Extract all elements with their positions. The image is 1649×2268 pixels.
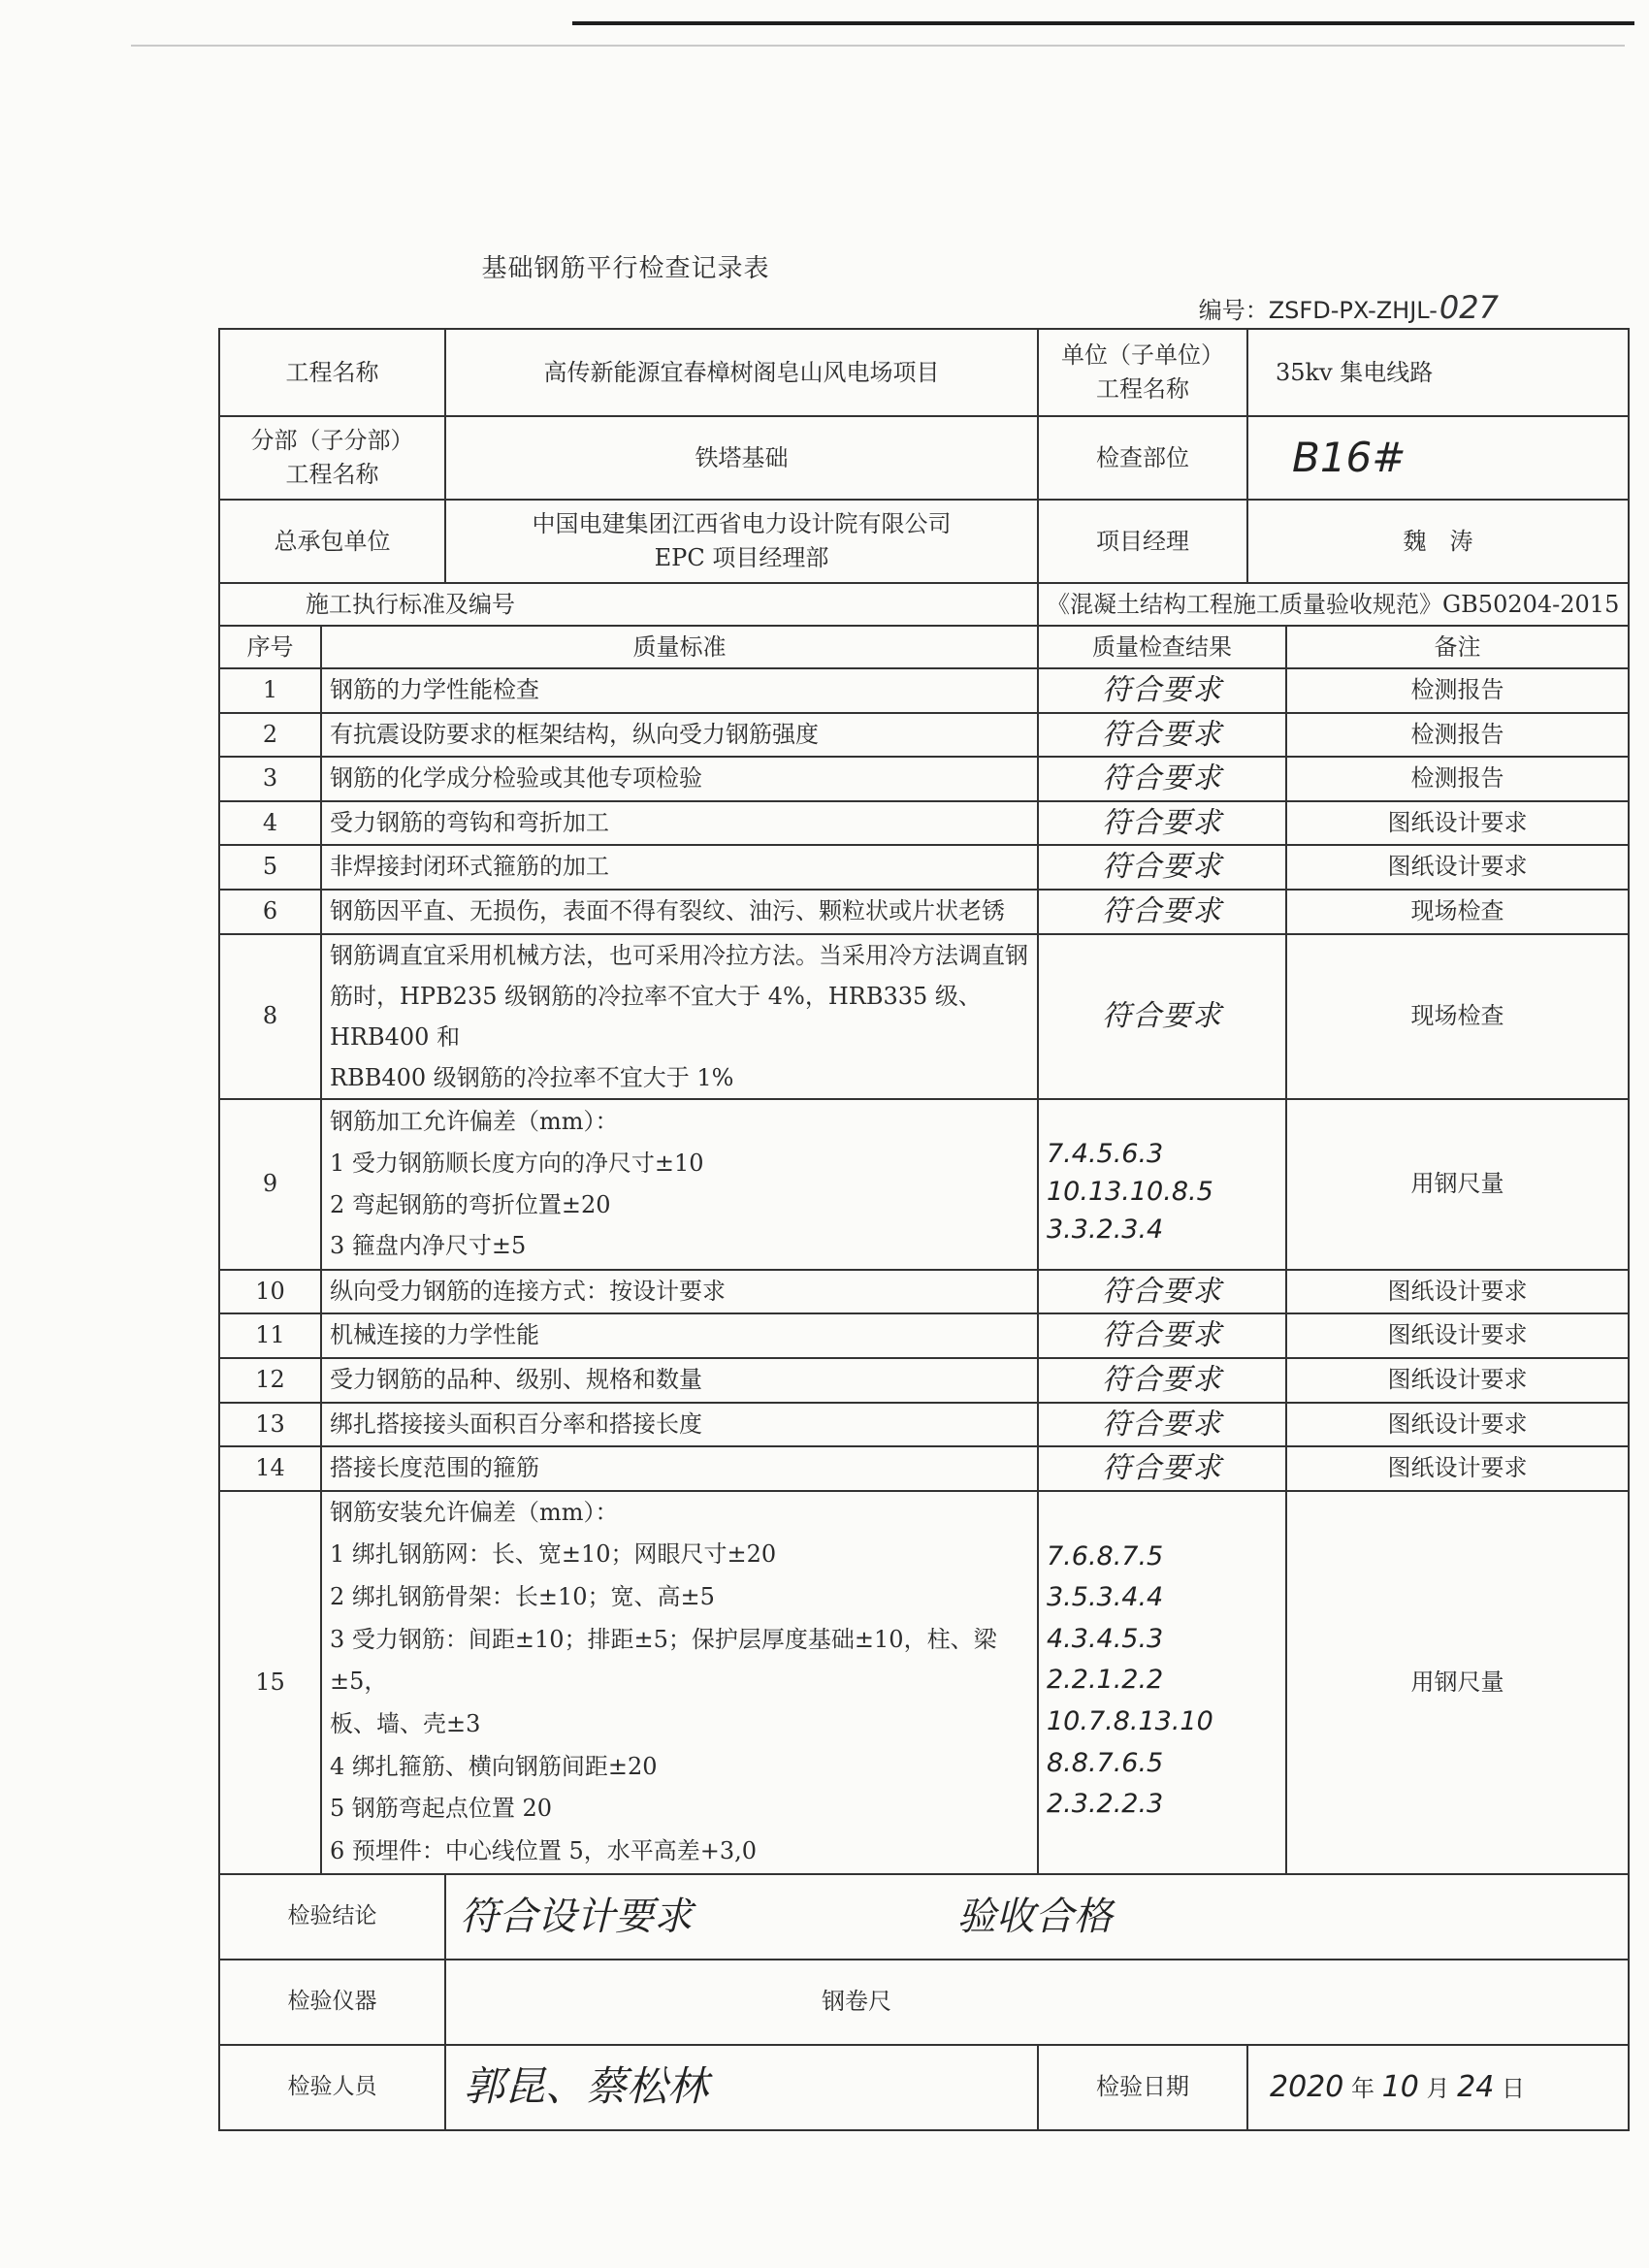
row-result: 符合要求: [1038, 845, 1286, 890]
row-result: 符合要求: [1038, 713, 1286, 758]
row-no: 4: [219, 801, 321, 846]
row-remark: 图纸设计要求: [1286, 1358, 1629, 1403]
standard-value: 《混凝土结构工程施工质量验收规范》GB50204-2015: [1038, 583, 1629, 626]
row-no: 5: [219, 845, 321, 890]
inspector-label: 检验人员: [219, 2045, 445, 2130]
table-row: [219, 757, 1629, 801]
row-standard: 搭接长度范围的箍筋: [321, 1446, 1038, 1491]
date-value: [1247, 2045, 1629, 2130]
col-result: 质量检查结果: [1038, 626, 1286, 668]
scan-edge-line: [572, 21, 1634, 25]
standard-label: 施工执行标准及编号: [219, 583, 1038, 626]
manager-label: 项目经理: [1038, 500, 1247, 583]
row-remark: 检测报告: [1286, 757, 1629, 801]
row-result: 符合要求: [1038, 1358, 1286, 1403]
row-standard: 受力钢筋的弯钩和弯折加工: [321, 801, 1038, 846]
date-label: 检验日期: [1038, 2045, 1247, 2130]
row-no: 11: [219, 1313, 321, 1358]
date-year: 2020: [1270, 2069, 1344, 2104]
row-remark: 图纸设计要求: [1286, 845, 1629, 890]
date-year-char: 年: [1351, 2074, 1374, 2102]
inspector-row: [219, 2045, 1629, 2130]
table-row: [219, 1446, 1629, 1491]
row-standard: 受力钢筋的品种、级别、规格和数量: [321, 1358, 1038, 1403]
doc-no-handwritten: 027: [1439, 289, 1499, 326]
subproject-value: 铁塔基础: [445, 416, 1038, 500]
row-standard: 机械连接的力学性能: [321, 1313, 1038, 1358]
row-standard: 钢筋调直宜采用机械方法，也可采用冷拉方法。当采用冷方法调直钢 筋时，HPB235 级钢筋的冷拉率不宜大于 4%，HRB335 级、HRB400 和 RBB400 级钢筋的冷拉率不宜大于 1%: [321, 934, 1038, 1099]
row-result: 符合要求: [1038, 1403, 1286, 1447]
conclusion-value: [445, 1874, 1629, 1960]
row-standard: 绑扎搭接接头面积百分率和搭接长度: [321, 1403, 1038, 1447]
date-day-char: 日: [1501, 2074, 1525, 2102]
row-no: 9: [219, 1099, 321, 1270]
table-row: [219, 1358, 1629, 1403]
row-result: 符合要求: [1038, 1446, 1286, 1491]
date-month: 10: [1381, 2069, 1419, 2104]
date-day: 24: [1457, 2069, 1495, 2104]
table-row-9: [219, 1099, 1629, 1270]
inspection-table: [218, 328, 1630, 2131]
row-standard: 非焊接封闭环式箍筋的加工: [321, 845, 1038, 890]
row-remark: 检测报告: [1286, 668, 1629, 713]
row-remark: 图纸设计要求: [1286, 1313, 1629, 1358]
location-label: 检查部位: [1038, 416, 1247, 500]
inspector-value: 郭昆、蔡松林: [445, 2045, 1038, 2130]
location-value: B16#: [1247, 416, 1629, 500]
conclusion-label: 检验结论: [219, 1874, 445, 1960]
row-standard: 钢筋的化学成分检验或其他专项检验: [321, 757, 1038, 801]
table-row: [219, 1270, 1629, 1314]
unit-value: 35kv 集电线路: [1247, 329, 1629, 416]
table-row: [219, 1313, 1629, 1358]
row-no: 13: [219, 1403, 321, 1447]
table-row: [219, 890, 1629, 934]
project-name-value: 高传新能源宜春樟树阁皂山风电场项目: [445, 329, 1038, 416]
row-standard: 钢筋安装允许偏差（mm）： 1 绑扎钢筋网：长、宽±10；网眼尺寸±20 2 绑扎钢筋骨架：长±10；宽、高±5 3 受力钢筋：间距±10；排距±5；保护层厚度基础±10，柱、梁±5， 板、墙、壳±3 4 绑扎箍筋、横向钢筋间距±20 5 钢筋弯起点位置 20 6 预埋件：中心线位置 5，水平高差+3,0: [321, 1491, 1038, 1874]
row-remark: 现场检查: [1286, 934, 1629, 1099]
project-name-label: 工程名称: [219, 329, 445, 416]
manager-value: 魏 涛: [1247, 500, 1629, 583]
conclusion-text-2: 验收合格: [956, 1894, 1113, 1939]
table-row-8: [219, 934, 1629, 1099]
row-result: 符合要求: [1038, 1270, 1286, 1314]
col-standard: 质量标准: [321, 626, 1038, 668]
instrument-label: 检验仪器: [219, 1960, 445, 2045]
row-remark: 图纸设计要求: [1286, 1446, 1629, 1491]
table-row: [219, 713, 1629, 758]
header-row-project: [219, 329, 1629, 416]
row-no: 12: [219, 1358, 321, 1403]
date-month-char: 月: [1426, 2074, 1450, 2102]
row-no: 8: [219, 934, 321, 1099]
row-no: 10: [219, 1270, 321, 1314]
row-no: 6: [219, 890, 321, 934]
instrument-row: [219, 1960, 1629, 2045]
header-row-standard: [219, 583, 1629, 626]
form-title: 基础钢筋平行检查记录表: [481, 254, 770, 283]
row-no: 15: [219, 1491, 321, 1874]
row-result: 符合要求: [1038, 668, 1286, 713]
column-header-row: [219, 626, 1629, 668]
col-remark: 备注: [1286, 626, 1629, 668]
doc-no-label: 编号：: [1198, 297, 1269, 324]
contractor-value: 中国电建集团江西省电力设计院有限公司 EPC 项目经理部: [445, 500, 1038, 583]
row-no: 14: [219, 1446, 321, 1491]
row-remark: 图纸设计要求: [1286, 1403, 1629, 1447]
header-row-contractor: [219, 500, 1629, 583]
table-row: [219, 1403, 1629, 1447]
table-row: [219, 845, 1629, 890]
doc-no-printed: ZSFD-PX-ZHJL-: [1268, 297, 1438, 324]
row-standard: 纵向受力钢筋的连接方式：按设计要求: [321, 1270, 1038, 1314]
row-result: 符合要求: [1038, 757, 1286, 801]
row-standard: 有抗震设防要求的框架结构，纵向受力钢筋强度: [321, 713, 1038, 758]
row-standard: 钢筋加工允许偏差（mm）： 1 受力钢筋顺长度方向的净尺寸±10 2 弯起钢筋的弯折位置±20 3 箍盘内净尺寸±5: [321, 1099, 1038, 1270]
row-standard: 钢筋因平直、无损伤，表面不得有裂纹、油污、颗粒状或片状老锈: [321, 890, 1038, 934]
col-no: 序号: [219, 626, 321, 668]
row-remark: 检测报告: [1286, 713, 1629, 758]
row-result: 符合要求: [1038, 801, 1286, 846]
scan-edge-line-faint: [131, 45, 1625, 47]
row-result: 符合要求: [1038, 934, 1286, 1099]
row-result: 符合要求: [1038, 1313, 1286, 1358]
row-standard: 钢筋的力学性能检查: [321, 668, 1038, 713]
subproject-label: 分部（子分部） 工程名称: [219, 416, 445, 500]
row-remark: 现场检查: [1286, 890, 1629, 934]
document-number: [1199, 289, 1499, 326]
row-no: 2: [219, 713, 321, 758]
table-row: [219, 801, 1629, 846]
row-result: 7.4.5.6.3 10.13.10.8.5 3.3.2.3.4: [1038, 1099, 1286, 1270]
row-result: 符合要求: [1038, 890, 1286, 934]
row-no: 3: [219, 757, 321, 801]
table-row: [219, 668, 1629, 713]
row-remark: 图纸设计要求: [1286, 801, 1629, 846]
conclusion-row: [219, 1874, 1629, 1960]
instrument-value: 钢卷尺: [445, 1960, 1629, 2045]
contractor-label: 总承包单位: [219, 500, 445, 583]
header-row-subproject: [219, 416, 1629, 500]
conclusion-text: 符合设计要求: [460, 1894, 693, 1939]
row-remark: 用钢尺量: [1286, 1491, 1629, 1874]
row-remark: 图纸设计要求: [1286, 1270, 1629, 1314]
row-no: 1: [219, 668, 321, 713]
row-result: 7.6.8.7.5 3.5.3.4.4 4.3.4.5.3 2.2.1.2.2 10.7.8.13.10 8.8.7.6.5 2.3.2.2.3: [1038, 1491, 1286, 1874]
table-row-15: [219, 1491, 1629, 1874]
row-remark: 用钢尺量: [1286, 1099, 1629, 1270]
unit-label: 单位（子单位） 工程名称: [1038, 329, 1247, 416]
